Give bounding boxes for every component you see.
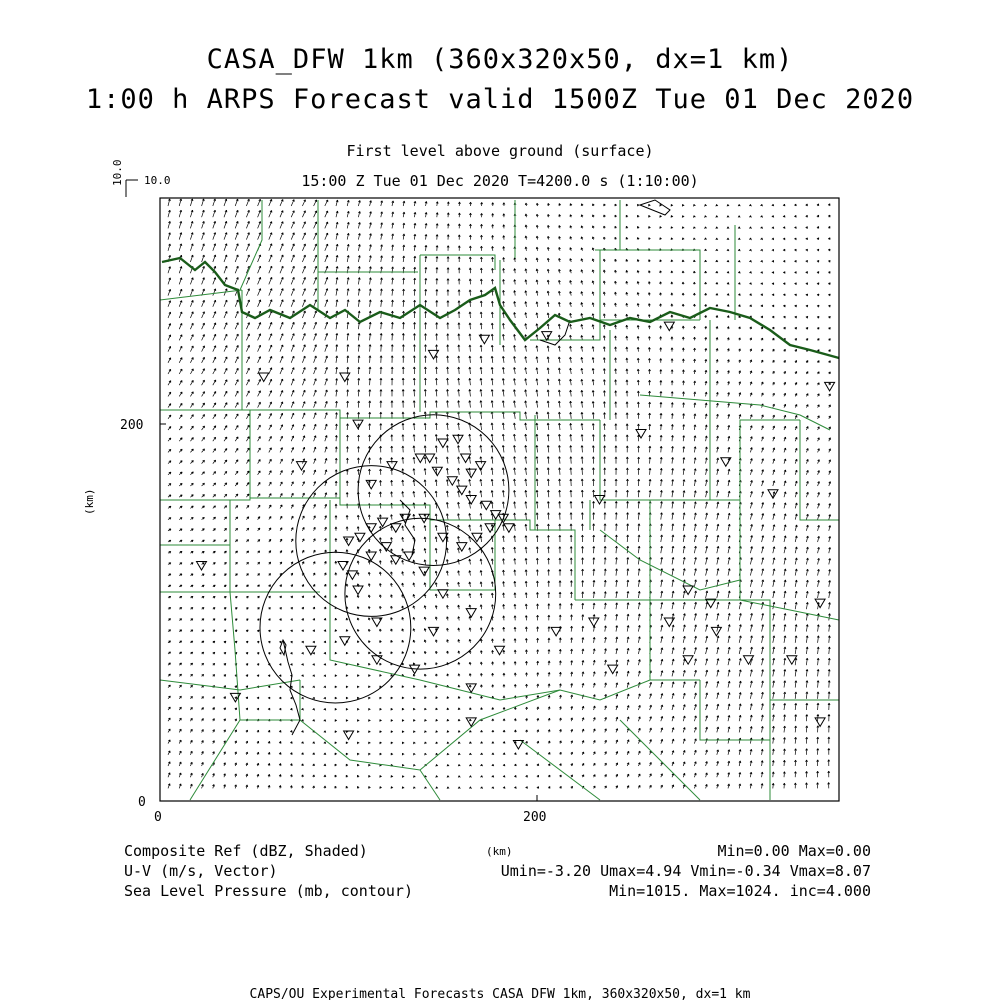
station-marker-12 [297,462,307,471]
station-marker-56 [683,586,693,595]
station-marker-42 [347,571,357,580]
station-marker-53 [340,637,350,646]
county-line-33 [300,680,560,770]
legend-pressure-range: Min=1015. Max=1024. inc=4.000 [609,882,871,900]
station-marker-6 [664,322,674,331]
county-line-34 [190,720,300,800]
station-marker-29 [504,524,514,533]
station-marker-58 [815,599,825,608]
legend-reflectivity-label: Composite Ref (dBZ, Shaded) [124,842,368,860]
radar-coverage-rings [260,415,509,703]
radar-ring-3 [260,552,411,703]
legend-wind-label: U-V (m/s, Vector) [124,862,278,880]
county-line-27 [650,600,700,680]
x-tick-200: 200 [523,810,547,825]
county-line-22 [420,255,495,270]
station-marker-75 [711,627,721,636]
station-marker-39 [355,533,365,542]
station-marker-19 [466,469,476,478]
station-marker-61 [744,656,754,665]
station-marker-38 [366,524,376,533]
station-marker-37 [378,518,388,527]
county-line-12 [600,420,710,500]
county-line-13 [710,320,800,500]
map-title-line2: 1:00 h ARPS Forecast valid 1500Z Tue 01 Dec 2020 [85,84,915,115]
vector-scale-horizontal-label: 10.0 [144,174,171,187]
county-line-37 [620,720,700,800]
county-line-18 [595,250,700,320]
station-marker-69 [466,718,476,727]
station-marker-64 [495,646,505,655]
station-marker-50 [466,609,476,618]
county-line-39 [240,200,262,290]
river-4 [640,200,670,215]
station-marker-21 [447,477,457,486]
map-title-line1: CASA_DFW 1km (360x320x50, dx=1 km) [206,44,794,75]
station-marker-30 [485,524,495,533]
station-marker-48 [419,567,429,576]
station-marker-36 [391,524,401,533]
level-subtitle: First level above ground (surface) [346,142,654,160]
station-marker-67 [372,656,382,665]
station-marker-13 [366,480,376,489]
water-bodies [280,200,670,735]
station-marker-65 [466,684,476,693]
y-tick-200: 200 [120,418,144,433]
station-marker-41 [338,562,348,571]
y-tick-0: 0 [138,795,146,810]
station-marker-25 [466,496,476,505]
legend-pressure-label: Sea Level Pressure (mb, contour) [124,882,413,900]
radar-ring-2 [345,518,496,669]
station-marker-22 [432,467,442,476]
county-line-10 [495,520,575,600]
county-line-1 [160,498,495,520]
county-boundaries [160,200,839,800]
county-line-45 [640,395,830,430]
station-marker-72 [551,627,561,636]
station-marker-26 [481,501,491,510]
station-marker-51 [429,627,439,636]
valid-time-subtitle: 15:00 Z Tue 01 Dec 2020 T=4200.0 s (1:10:00) [301,172,699,190]
station-marker-70 [344,731,354,740]
x-tick-0: 0 [154,810,162,825]
county-line-30 [420,680,650,700]
legend-wind-range: Umin=-3.20 Umax=4.94 Vmin=-0.34 Vmax=8.07 [500,862,871,880]
station-marker-1 [340,373,350,382]
footer-credit: CAPS/OU Experimental Forecasts CASA DFW 1km, 360x320x50, dx=1 km [249,987,751,1000]
station-marker-3 [429,350,439,359]
county-line-25 [650,500,770,600]
legend-reflectivity-range: Min=0.00 Max=0.00 [717,842,871,860]
county-line-29 [700,680,770,740]
station-marker-5 [542,332,552,341]
station-marker-43 [353,586,363,595]
vector-scale-key [111,160,171,198]
x-axis-label: (km) [486,845,513,858]
county-line-40 [160,290,242,300]
station-marker-17 [453,435,463,444]
station-marker-40 [344,537,354,546]
station-marker-49 [438,590,448,599]
county-line-2 [230,500,320,592]
county-line-35 [420,770,440,800]
station-marker-59 [815,718,825,727]
county-line-36 [520,740,600,800]
station-marker-23 [425,454,435,463]
station-marker-55 [197,562,207,571]
vector-scale-vertical-label: 10.0 [111,159,124,186]
county-line-47 [740,600,839,620]
y-axis-label: (km) [83,488,96,515]
station-marker-15 [415,454,425,463]
station-marker-45 [381,543,391,552]
station-marker-16 [438,439,448,448]
